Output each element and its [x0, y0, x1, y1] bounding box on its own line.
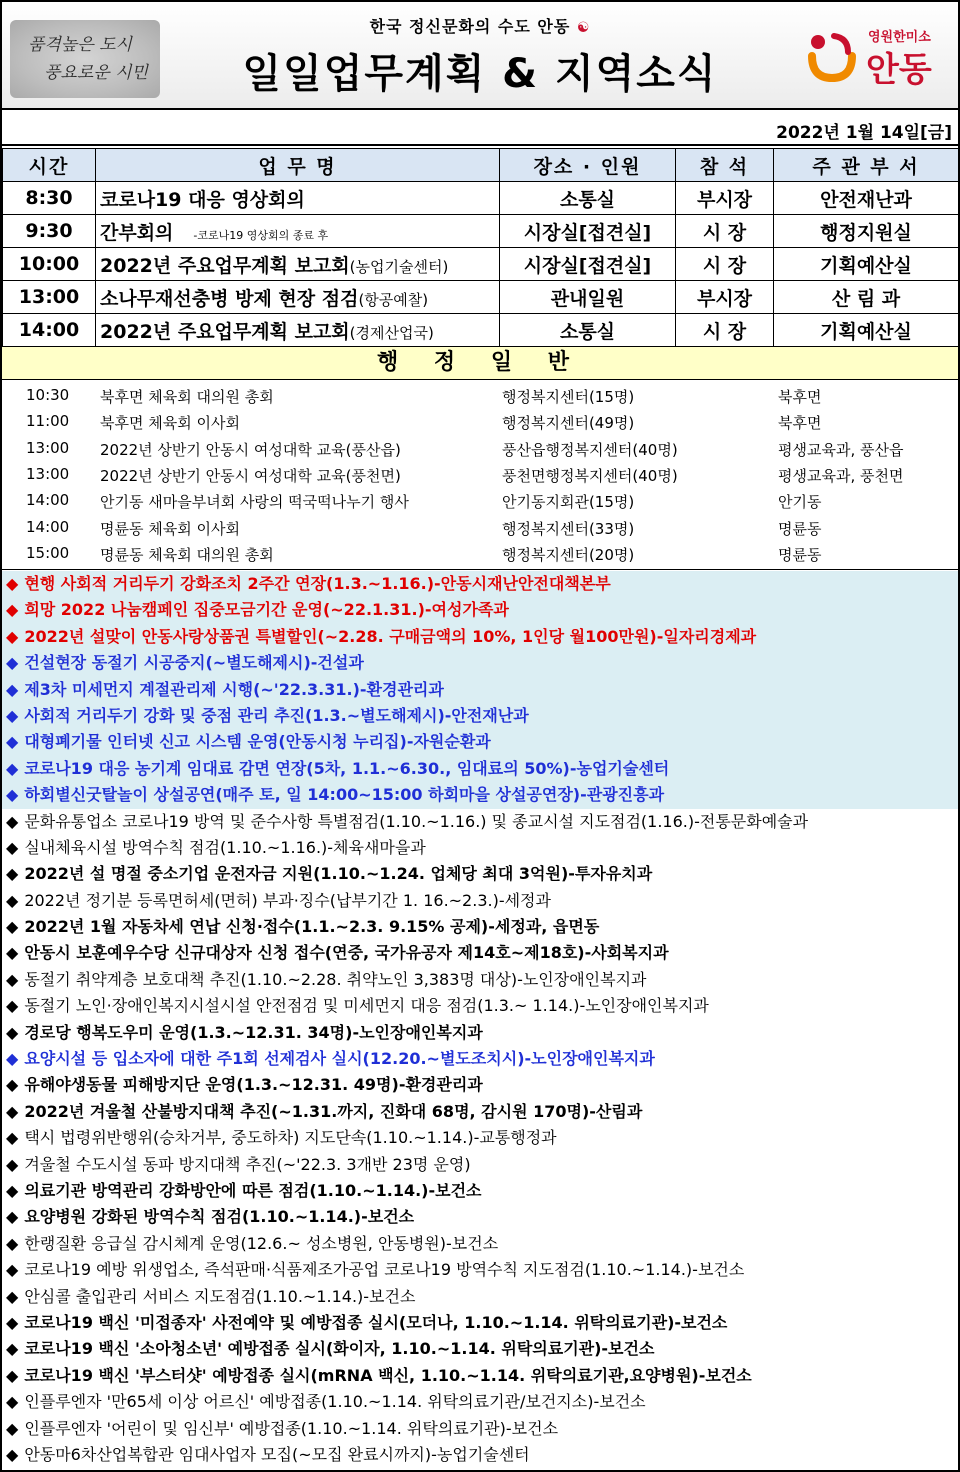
notice-text: 2022년 설 명절 중소기업 운전자금 지원(1.10.~1.24. 업체당 최대 3억원)-투자유치과 — [24, 864, 653, 884]
notice-item — [2, 1336, 958, 1362]
schedule-attendee: 부시장 — [676, 281, 774, 314]
notice-item — [2, 1020, 958, 1046]
admin-time: 13:00 — [26, 464, 70, 483]
admin-dept: 안기동 — [778, 493, 822, 512]
diamond-bullet-icon: ◆ — [6, 785, 19, 805]
diamond-bullet-icon: ◆ — [6, 1444, 19, 1464]
admin-row — [2, 435, 958, 461]
diamond-bullet-icon: ◆ — [6, 837, 19, 857]
notice-item — [2, 888, 958, 914]
schedule-dept: 기획예산실 — [774, 314, 959, 347]
col-task: 업 무 명 — [96, 149, 500, 182]
admin-dept: 명륜동 — [778, 545, 822, 564]
admin-time: 13:00 — [26, 438, 70, 457]
notice-text: 동절기 취약계층 보호대책 추진(1.10.~2.28. 취약노인 3,383명 대상)-노인장애인복지과 — [24, 969, 647, 989]
diamond-bullet-icon: ◆ — [6, 1207, 19, 1227]
admin-dept: 북후면 — [778, 388, 822, 406]
notice-text: 코로나19 백신 '미접종자' 사전예약 및 예방접종 실시(모더나, 1.10.~1.14. 위탁의료기관)-보건소 — [24, 1312, 728, 1332]
diamond-bullet-icon: ◆ — [6, 1154, 19, 1174]
notice-item — [2, 993, 958, 1019]
col-place: 장소 · 인원 — [500, 149, 676, 182]
schedule-row — [3, 314, 959, 347]
diamond-bullet-icon: ◆ — [6, 969, 19, 989]
notice-item — [2, 624, 958, 650]
schedule-attendee: 시 장 — [676, 248, 774, 281]
schedule-attendee: 부시장 — [676, 182, 774, 215]
notice-text: 요양병원 강화된 방역수칙 점검(1.10.~1.14.)-보건소 — [24, 1207, 415, 1227]
schedule-task-location-note: (농업기술센터) — [349, 257, 449, 276]
notice-text: 겨울철 수도시설 동파 방지대책 추진(~'22.3. 3개반 23명 운영) — [24, 1154, 471, 1174]
notice-item — [2, 1363, 958, 1389]
notice-text: 인플루엔자 '만65세 이상 어르신' 예방접종(1.10.~1.14. 위탁의료기관/보건지소)-보건소 — [24, 1392, 646, 1412]
notice-text: 사회적 거리두기 강화 및 중점 관리 추진(1.3.~별도해제시)-안전재난과 — [24, 705, 529, 725]
schedule-row — [3, 215, 959, 248]
diamond-bullet-icon: ◆ — [6, 1233, 19, 1253]
diamond-bullet-icon: ◆ — [6, 705, 19, 725]
admin-row — [2, 540, 958, 566]
schedule-task-name: 코로나19 대응 영상회의 — [100, 188, 305, 211]
notice-text: 코로나19 백신 '부스터샷' 예방접종 실시(mRNA 백신, 1.10.~1.14. 위탁의료기관,요양병원)-보건소 — [24, 1365, 752, 1385]
schedule-dept: 안전재난과 — [774, 182, 959, 215]
schedule-task-name: 간부회의 — [100, 221, 174, 244]
notice-text: 한랭질환 응급실 감시체계 운영(12.6.~ 성소병원, 안동병원)-보건소 — [24, 1233, 499, 1253]
admin-time: 11:00 — [26, 412, 70, 431]
admin-dept: 평생교육과, 풍천면 — [778, 466, 904, 485]
notice-item — [2, 1442, 958, 1468]
schedule-header-row — [3, 149, 959, 182]
admin-row — [2, 487, 958, 513]
notice-item — [2, 782, 958, 808]
diamond-bullet-icon: ◆ — [6, 626, 19, 646]
notice-item — [2, 1046, 958, 1072]
admin-row — [2, 514, 958, 540]
admin-event: 명륜동 체육회 대의원 총회 — [100, 545, 274, 564]
schedule-task — [96, 182, 500, 215]
notice-item — [2, 809, 958, 835]
schedule-time: 10:00 — [3, 248, 96, 281]
notice-text: 안동시 보훈예우수당 신규대상자 신청 접수(연중, 국가유공자 제14호~제18호)-사회복지과 — [24, 943, 669, 963]
admin-place: 행정복지센터(49명) — [502, 414, 635, 433]
admin-row — [2, 408, 958, 434]
notice-item — [2, 1310, 958, 1336]
notice-list — [2, 571, 958, 1468]
diamond-bullet-icon: ◆ — [6, 600, 19, 620]
schedule-place: 시장실[접견실] — [500, 248, 676, 281]
notice-item — [2, 1178, 958, 1204]
notice-item — [2, 729, 958, 755]
diamond-bullet-icon: ◆ — [6, 1075, 19, 1095]
schedule-task-name: 2022년 주요업무계획 보고회 — [100, 254, 350, 277]
schedule-time: 14:00 — [3, 314, 96, 347]
diamond-bullet-icon: ◆ — [6, 943, 19, 963]
admin-event: 명륜동 체육회 이사회 — [100, 519, 240, 538]
admin-event: 북후면 체육회 이사회 — [100, 414, 240, 433]
diamond-bullet-icon: ◆ — [6, 864, 19, 884]
notice-item — [2, 1284, 958, 1310]
schedule-task — [96, 281, 500, 314]
col-time: 시간 — [3, 149, 96, 182]
notice-item — [2, 677, 958, 703]
notice-text: 동절기 노인·장애인복지시설시설 안전점검 및 미세먼지 대응 점검(1.3.~ 1.14.)-노인장애인복지과 — [24, 996, 709, 1016]
admin-place: 풍산읍행정복지센터(40명) — [502, 440, 678, 459]
schedule-row — [3, 281, 959, 314]
admin-event: 2022년 상반기 안동시 여성대학 교육(풍산읍) — [100, 440, 401, 459]
schedule-place: 소통실 — [500, 314, 676, 347]
page-header — [2, 2, 958, 110]
schedule-place: 소통실 — [500, 182, 676, 215]
col-attend: 참 석 — [676, 149, 774, 182]
notice-item — [2, 1152, 958, 1178]
page-title: 일일업무계획 & 지역소식 — [242, 51, 718, 97]
notice-text: 2022년 설맞이 안동사랑상품권 특별할인(~2.28. 구매금액의 10%, 1인당 월100만원)-일자리경제과 — [24, 626, 757, 646]
andong-logo-icon — [804, 28, 860, 84]
schedule-task-location-note: (경제산업국) — [349, 323, 434, 342]
notice-text: 건설현장 동절기 시공중지(~별도해제시)-건설과 — [24, 653, 364, 673]
schedule-task — [96, 314, 500, 347]
diamond-bullet-icon: ◆ — [6, 1260, 19, 1280]
diamond-bullet-icon: ◆ — [6, 917, 19, 937]
notice-text: 택시 법령위반행위(승차거부, 중도하차) 지도단속(1.10.~1.14.)-교통행정과 — [24, 1128, 557, 1148]
notice-item — [2, 940, 958, 966]
slogan-line2: 풍요로운 시민 — [44, 63, 148, 83]
notice-text: 2022년 1월 자동차세 연납 신청·접수(1.1.~2.3. 9.15% 공제)-세정과, 읍면동 — [24, 917, 600, 937]
notice-text: 인플루엔자 '어린이 및 임신부' 예방접종(1.10.~1.14. 위탁의료기관)-보건소 — [24, 1418, 559, 1438]
notice-item — [2, 1231, 958, 1257]
diamond-bullet-icon: ◆ — [6, 1101, 19, 1121]
diamond-bullet-icon: ◆ — [6, 996, 19, 1016]
notice-item — [2, 1257, 958, 1283]
admin-place: 안기동지회관(15명) — [502, 493, 635, 512]
schedule-table — [2, 148, 959, 347]
notice-item — [2, 861, 958, 887]
notice-text: 현행 사회적 거리두기 강화조치 2주간 연장(1.3.~1.16.)-안동시재난안전대책본부 — [24, 574, 611, 593]
admin-row — [2, 382, 958, 408]
diamond-bullet-icon: ◆ — [6, 1418, 19, 1438]
schedule-time: 9:30 — [3, 215, 96, 248]
subtitle-text: 한국 정신문화의 수도 안동 — [369, 17, 571, 36]
schedule-place: 시장실[접견실] — [500, 215, 676, 248]
admin-place: 행정복지센터(33명) — [502, 519, 635, 538]
admin-time: 14:00 — [26, 491, 70, 510]
diamond-bullet-icon: ◆ — [6, 574, 19, 593]
notice-item — [2, 1416, 958, 1442]
admin-place: 행정복지센터(15명) — [502, 388, 635, 406]
admin-row — [2, 461, 958, 487]
diamond-bullet-icon: ◆ — [6, 758, 19, 778]
diamond-bullet-icon: ◆ — [6, 1022, 19, 1042]
diamond-bullet-icon: ◆ — [6, 653, 19, 673]
notice-text: 희망 2022 나눔캠페인 집중모금기간 운영(~22.1.31.)-여성가족과 — [24, 600, 509, 620]
notice-item — [2, 703, 958, 729]
admin-time: 14:00 — [26, 517, 70, 536]
admin-section-title: 행 정 일 반 — [2, 346, 958, 380]
diamond-bullet-icon: ◆ — [6, 732, 19, 752]
notice-item — [2, 1389, 958, 1415]
schedule-task — [96, 215, 500, 248]
admin-dept: 북후면 — [778, 414, 822, 433]
diamond-bullet-icon: ◆ — [6, 679, 19, 699]
col-dept: 주 관 부 서 — [774, 149, 959, 182]
diamond-bullet-icon: ◆ — [6, 1339, 19, 1359]
admin-event: 안기동 새마을부녀회 사랑의 떡국떡나누기 행사 — [100, 493, 409, 512]
notice-item — [2, 1072, 958, 1098]
notice-text: 유해야생동물 피해방지단 운영(1.3.~12.31. 49명)-환경관리과 — [24, 1075, 483, 1095]
schedule-task-name: 2022년 주요업무계획 보고회 — [100, 320, 350, 343]
admin-event: 2022년 상반기 안동시 여성대학 교육(풍천면) — [100, 466, 401, 485]
notice-text: 안심콜 출입관리 서비스 지도점검(1.10.~1.14.)-보건소 — [24, 1286, 416, 1306]
notice-item — [2, 914, 958, 940]
logo-big-text: 안동 — [866, 50, 932, 90]
date-row — [2, 112, 958, 146]
admin-event: 북후면 체육회 대의원 총회 — [100, 388, 274, 406]
diamond-bullet-icon: ◆ — [6, 1049, 19, 1069]
notice-item — [2, 967, 958, 993]
schedule-attendee: 시 장 — [676, 215, 774, 248]
diamond-bullet-icon: ◆ — [6, 1365, 19, 1385]
admin-dept: 명륜동 — [778, 519, 822, 538]
notice-text: 코로나19 예방 위생업소, 즉석판매·식품제조가공업 코로나19 방역수칙 지도점검(1.10.~1.14.)-보건소 — [24, 1260, 745, 1280]
admin-dept: 평생교육과, 풍산읍 — [778, 440, 904, 459]
diamond-bullet-icon: ◆ — [6, 1312, 19, 1332]
notice-text: 하회별신굿탈놀이 상설공연(매주 토, 일 14:00~15:00 하회마을 상설공연장)-관광진흥과 — [24, 785, 665, 805]
schedule-dept: 행정지원실 — [774, 215, 959, 248]
schedule-place: 관내일원 — [500, 281, 676, 314]
notice-text: 요양시설 등 입소자에 대한 주1회 선제검사 실시(12.20.~별도조치시)-노인장애인복지과 — [24, 1049, 655, 1069]
diamond-bullet-icon: ◆ — [6, 890, 19, 910]
schedule-attendee: 시 장 — [676, 314, 774, 347]
notice-item — [2, 835, 958, 861]
notice-text: 안동마6차산업복합관 임대사업자 모집(~모집 완료시까지)-농업기술센터 — [24, 1444, 530, 1464]
schedule-dept: 기획예산실 — [774, 248, 959, 281]
schedule-row — [3, 248, 959, 281]
schedule-task-note: -코로나19 영상회의 종료 후 — [193, 228, 329, 242]
notice-item — [2, 756, 958, 782]
notice-item — [2, 1204, 958, 1230]
notice-item — [2, 650, 958, 676]
diamond-bullet-icon: ◆ — [6, 811, 19, 831]
notice-item — [2, 597, 958, 623]
slogan-line1: 품격높은 도시 — [28, 35, 132, 55]
notice-text: 2022년 겨울철 산불방지대책 추진(~1.31.까지, 진화대 68명, 감시원 170명)-산림과 — [24, 1101, 643, 1121]
admin-place: 풍천면행정복지센터(40명) — [502, 466, 678, 485]
schedule-time: 13:00 — [3, 281, 96, 314]
notice-text: 의료기관 방역관리 강화방안에 따른 점검(1.10.~1.14.)-보건소 — [24, 1180, 482, 1200]
notice-text: 문화유통업소 코로나19 방역 및 준수사항 특별점검(1.10.~1.16.) 및 종교시설 지도점검(1.16.)-전통문화예술과 — [24, 811, 809, 831]
notice-text: 실내체육시설 방역수칙 점검(1.10.~1.16.)-체육새마을과 — [24, 837, 426, 857]
notice-text: 대형폐기물 인터넷 신고 시스템 운영(안동시청 누리집)-자원순환과 — [24, 732, 491, 752]
notice-text: 코로나19 백신 '소아청소년' 예방접종 실시(화이자, 1.10.~1.14. 위탁의료기관)-보건소 — [24, 1339, 655, 1359]
admin-list — [2, 380, 958, 570]
logo-small-text: 영원한미소 — [868, 30, 931, 45]
diamond-bullet-icon: ◆ — [6, 1392, 19, 1412]
diamond-bullet-icon: ◆ — [6, 1286, 19, 1306]
notice-text: 제3차 미세먼지 계절관리제 시행(~'22.3.31.)-환경관리과 — [24, 679, 444, 699]
report-date: 2022년 1월 14일[금] — [776, 123, 952, 143]
notice-text: 경로당 행복도우미 운영(1.3.~12.31. 34명)-노인장애인복지과 — [24, 1022, 483, 1042]
schedule-time: 8:30 — [3, 182, 96, 215]
diamond-bullet-icon: ◆ — [6, 1128, 19, 1148]
admin-time: 10:30 — [26, 386, 70, 404]
admin-time: 15:00 — [26, 543, 70, 562]
admin-place: 행정복지센터(20명) — [502, 545, 635, 564]
schedule-row — [3, 182, 959, 215]
notice-text: 2022년 정기분 등록면허세(면허) 부과·징수(납부기간 1. 16.~2.3.)-세정과 — [24, 890, 551, 910]
schedule-dept: 산 림 과 — [774, 281, 959, 314]
schedule-task-name: 소나무재선충병 방제 현장 점검 — [100, 287, 359, 310]
diamond-bullet-icon: ◆ — [6, 1180, 19, 1200]
schedule-task-location-note: (항공예찰) — [358, 290, 429, 309]
notice-item — [2, 1125, 958, 1151]
notice-item — [2, 571, 958, 597]
notice-item — [2, 1099, 958, 1125]
swirl-icon: ☯ — [576, 20, 591, 36]
andong-logo — [804, 22, 944, 92]
schedule-task — [96, 248, 500, 281]
notice-text: 코로나19 대응 농기계 임대료 감면 연장(5차, 1.1.~6.30., 임대료의 50%)-농업기술센터 — [24, 758, 670, 778]
